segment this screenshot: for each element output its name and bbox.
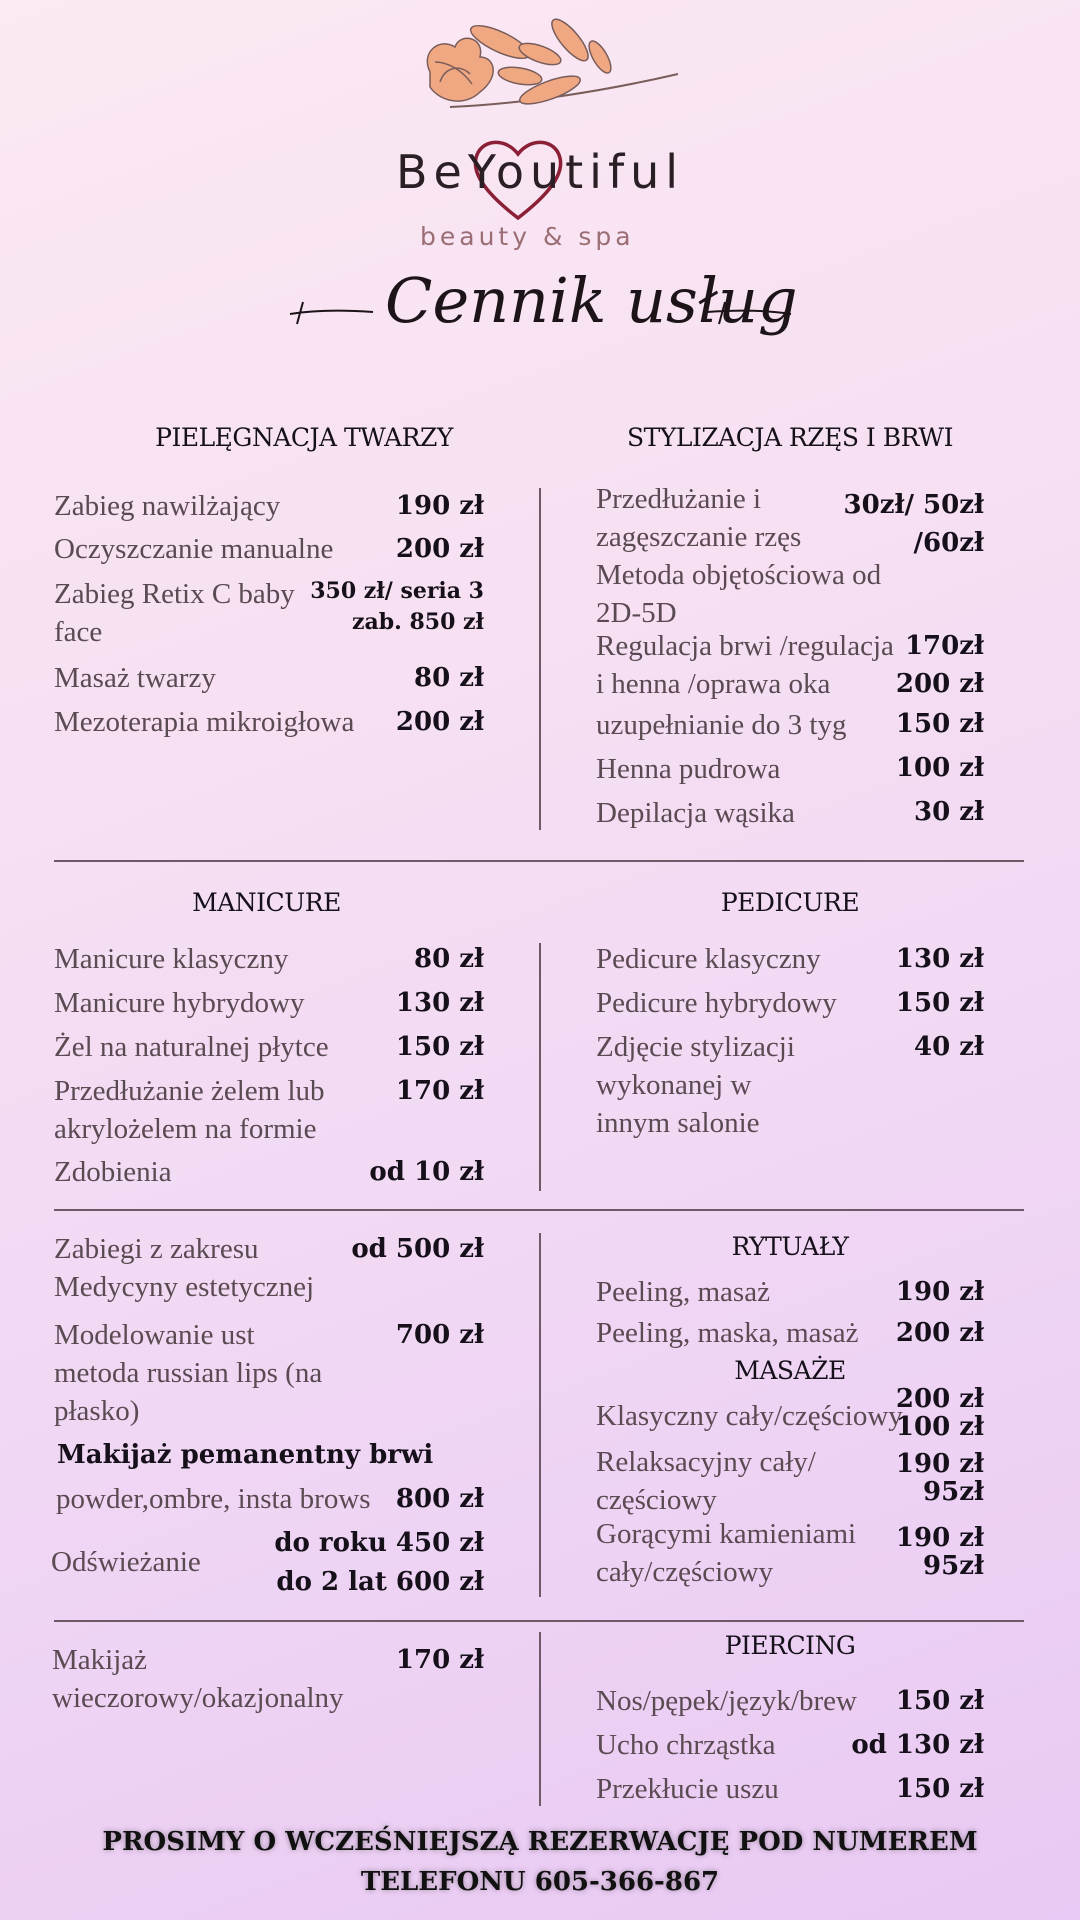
service-name: cały/częściowy	[596, 1556, 774, 1588]
service-price: 80 zł	[413, 944, 484, 974]
service-name: akrylożelem na formie	[54, 1113, 317, 1145]
service-name: i henna /oprawa oka	[596, 668, 831, 700]
service-name: Zabiegi z zakresu	[54, 1233, 259, 1265]
service-price: 150 zł	[895, 988, 984, 1018]
reservation-note	[0, 1822, 1080, 1902]
column-divider	[539, 943, 541, 1191]
service-name: Modelowanie ust	[54, 1319, 255, 1351]
service-name: metoda russian lips (na	[54, 1357, 323, 1389]
service-price: 130 zł	[395, 988, 484, 1018]
service-price: 170 zł	[395, 1645, 484, 1675]
service-price: 190 zł	[895, 1277, 984, 1307]
service-name: Zdjęcie stylizacji	[596, 1031, 795, 1063]
service-name: Zdobienia	[54, 1156, 172, 1188]
service-name: Zabieg nawilżający	[54, 490, 281, 522]
service-price: 95zł	[923, 1477, 984, 1507]
service-price: 150 zł	[895, 1774, 984, 1804]
service-price: 200 zł	[395, 707, 484, 737]
service-price: zab. 850 zł	[352, 609, 484, 635]
service-name: wykonanej w	[596, 1069, 752, 1101]
service-name: Gorącymi kamieniami	[596, 1518, 857, 1550]
service-price: od 130 zł	[851, 1730, 984, 1760]
service-name: Klasyczny cały/częściowy	[596, 1400, 903, 1432]
service-price: 95zł	[923, 1551, 984, 1581]
service-name: Ucho chrząstka	[596, 1729, 776, 1761]
service-name: Oczyszczanie manualne	[54, 533, 334, 565]
service-name: Metoda objętościowa od	[596, 559, 882, 591]
pedicure-section-title: PEDICURE	[720, 888, 860, 917]
service-price: 40 zł	[913, 1032, 984, 1062]
service-price: 190 zł	[895, 1449, 984, 1479]
column-divider	[539, 1233, 541, 1597]
reservation-note-line: PROSIMY O WCZEŚNIEJSZĄ REZERWACJĘ POD NUMEREM	[102, 1827, 978, 1857]
service-price: do roku 450 zł	[274, 1528, 484, 1558]
service-name: uzupełnianie do 3 tyg	[596, 709, 847, 741]
service-name: Makijaż	[52, 1644, 148, 1676]
service-price: 80 zł	[413, 663, 484, 693]
service-name: Mezoterapia mikroigłowa	[54, 706, 355, 738]
service-name: Medycyny estetycznej	[54, 1271, 315, 1303]
reservation-phone-line: TELEFONU 605-366-867	[360, 1867, 720, 1897]
massages-section-title: MASAŻE	[734, 1356, 846, 1385]
service-name: Peeling, maska, masaż	[596, 1317, 859, 1349]
service-name: Peeling, masaż	[596, 1276, 770, 1308]
lashes-section-title: STYLIZACJA RZĘS I BRWI	[627, 423, 953, 452]
piercing-section-title: PIERCING	[724, 1631, 856, 1660]
service-name: płasko)	[54, 1395, 140, 1427]
service-price: 170zł	[904, 631, 984, 661]
service-name: Masaż twarzy	[54, 662, 216, 694]
service-name: Żel na naturalnej płytce	[54, 1031, 329, 1063]
service-price: do 2 lat 600 zł	[276, 1567, 484, 1597]
pmu-title: Makijaż pemanentny brwi	[57, 1440, 434, 1470]
service-name: Manicure hybrydowy	[54, 987, 305, 1019]
service-price: 200 zł	[895, 1384, 984, 1414]
service-price: 800 zł	[395, 1484, 484, 1514]
page-title: Cennik usług	[385, 264, 798, 337]
service-price: 200 zł	[395, 534, 484, 564]
service-price: 30 zł	[913, 797, 984, 827]
section-divider	[54, 1209, 1024, 1211]
service-price: od 10 zł	[369, 1157, 484, 1187]
service-price: 190 zł	[895, 1523, 984, 1553]
left-flourish-icon	[285, 296, 375, 326]
section-divider	[54, 860, 1024, 862]
service-name: Nos/pępek/język/brew	[596, 1685, 857, 1717]
service-price: 200 zł	[895, 669, 984, 699]
rituals-section-title: RYTUAŁY	[731, 1232, 849, 1261]
service-name: innym salonie	[596, 1107, 760, 1139]
service-name: 2D-5D	[596, 597, 677, 629]
service-price: 100 zł	[895, 1412, 984, 1442]
service-price: 30zł/ 50zł	[843, 490, 984, 520]
service-name: Relaksacyjny cały/	[596, 1446, 816, 1478]
service-price: 150 zł	[895, 1686, 984, 1716]
face-section-title: PIELĘGNACJA TWARZY	[155, 423, 453, 452]
service-name: Pedicure hybrydowy	[596, 987, 837, 1019]
service-price: 700 zł	[395, 1320, 484, 1350]
service-name: powder,ombre, insta brows	[56, 1483, 371, 1515]
service-name: face	[54, 616, 103, 648]
service-price: 150 zł	[395, 1032, 484, 1062]
service-price: 350 zł/ seria 3	[310, 578, 484, 604]
service-name: zagęszczanie rzęs	[596, 521, 802, 553]
service-price: 130 zł	[895, 944, 984, 974]
brand-name: BeYoutiful	[396, 145, 685, 199]
service-name: częściowy	[596, 1484, 717, 1516]
service-price: 100 zł	[895, 753, 984, 783]
service-name: Przedłużanie żelem lub	[54, 1075, 325, 1107]
column-divider	[539, 488, 541, 830]
flower-logo-icon	[410, 12, 690, 127]
service-name: Depilacja wąsika	[596, 797, 795, 829]
right-flourish-icon	[705, 296, 795, 326]
service-name: Odświeżanie	[51, 1546, 201, 1578]
service-name: wieczorowy/okazjonalny	[52, 1682, 344, 1714]
service-price: /60zł	[913, 528, 984, 558]
brand-tagline: beauty & spa	[420, 222, 635, 251]
service-name: Przedłużanie i	[596, 483, 762, 515]
service-name: Pedicure klasyczny	[596, 943, 821, 975]
service-price: od 500 zł	[351, 1234, 484, 1264]
service-name: Przekłucie uszu	[596, 1773, 779, 1805]
service-price: 190 zł	[395, 491, 484, 521]
service-name: Zabieg Retix C baby	[54, 578, 295, 610]
section-divider	[54, 1620, 1024, 1622]
service-name: Henna pudrowa	[596, 753, 781, 785]
service-price: 200 zł	[895, 1318, 984, 1348]
column-divider	[539, 1632, 541, 1806]
service-name: Manicure klasyczny	[54, 943, 289, 975]
service-name: Regulacja brwi /regulacja	[596, 630, 894, 662]
manicure-section-title: MANICURE	[192, 888, 341, 917]
service-price: 170 zł	[395, 1076, 484, 1106]
service-price: 150 zł	[895, 709, 984, 739]
